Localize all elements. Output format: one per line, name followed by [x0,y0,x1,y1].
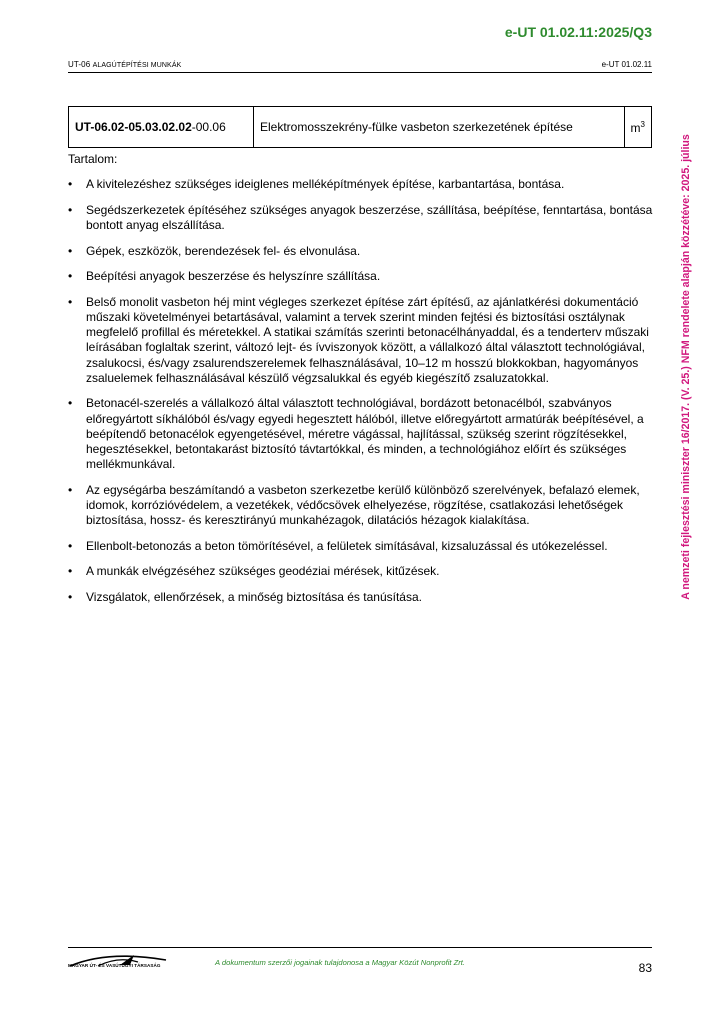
content-list [68,177,658,605]
list-item-text: Beépítési anyagok beszerzése és helyszínre szállítása. [86,269,381,284]
list-item-text: Betonacél-szerelés a vállalkozó által választott technológiával, bordázott betonacélból, szabványos előregyártott síkhálóból és/vagy egyedi hegesztett hálóból, illetve előregyártott armatúrák beépítésével, a beépítendő betonacélok egyengetésével, méretre vágással, hajlítással, szükség szerint rögzítésekkel, hegesztésekkel, betontakarást biztosító távtartókkal, és minden, a technológiához előírt és szükséges mellékmunkával. [86,396,644,472]
content-section [68,152,658,616]
list-item-text: A munkák elvégzéséhez szükséges geodéziai mérések, kitűzések. [86,564,440,579]
bullet-icon: • [68,202,73,217]
item-unit-cell [624,107,651,148]
bullet-icon: • [68,177,73,192]
list-item [68,590,658,605]
header-standard-ref: e-UT 01.02.11 [601,60,652,69]
header-section-name: ALAGÚTÉPÍTÉSI MUNKÁK [92,62,182,69]
bullet-icon: • [68,269,73,284]
bullet-icon: • [68,396,73,411]
unit-base: m [630,120,641,135]
list-item [68,564,658,579]
item-header-table [68,106,652,148]
bullet-icon: • [68,538,73,553]
list-item-text: Vizsgálatok, ellenőrzések, a minőség biztosítása és tanúsítása. [86,589,422,604]
publication-note-text: A nemzeti fejlesztési miniszter 16/2017. (V. 25.) NFM rendelete alapján közzétéve: 2025. július [680,134,692,600]
item-code-main: UT-06.02-05.03.02.02 [75,120,192,134]
company-logo-icon [68,952,168,972]
header-divider [68,72,652,73]
header-section-title [68,60,181,69]
bullet-icon: • [68,482,73,497]
content-label: Tartalom: [68,152,118,166]
logo-caption: MAGYAR ÚT- ÉS VASÚTÜGYI TÁRSASÁG [68,963,161,968]
bullet-icon: • [68,564,73,579]
bullet-icon: • [68,243,73,258]
item-title-cell: Elektromosszekrény-fülke vasbeton szerkezetének építése [254,107,625,148]
header-section-number: UT-06 [68,60,93,69]
copyright-notice: A dokumentum szerzői jogainak tulajdonosa a Magyar Közút Nonprofit Zrt. [215,958,466,967]
unit-exponent: 3 [640,119,645,129]
list-item [68,295,658,386]
page-number: 83 [638,961,652,975]
document-code: e-UT 01.02.11:2025/Q3 [504,24,652,40]
list-item [68,396,658,472]
list-item-text: Az egységárba beszámítandó a vasbeton szerkezetbe kerülő különböző szerelvények, befalazó elemek, idomok, korrózióvédelem, a vezetékek, védőcsövek elhelyezése, rögzítése, csatlakozási lehetőségek biztosítása, hossz- és keresztirányú munkahézagok, dilatációs hézagok kialakítása. [86,482,640,528]
publication-side-note [676,104,696,630]
footer-divider [68,947,652,948]
item-code-suffix: -00.06 [191,120,226,134]
list-item [68,244,658,259]
list-item-text: Gépek, eszközök, berendezések fel- és elvonulása. [86,243,361,258]
list-item-text: Segédszerkezetek építéséhez szükséges anyagok beszerzése, szállítása, beépítése, fenntartása, bontása bontott anyag elszállítása. [86,202,653,232]
bullet-icon: • [68,589,73,604]
bullet-icon: • [68,294,73,309]
list-item [68,269,658,284]
list-item-text: Belső monolit vasbeton héj mint végleges szerkezet építése zárt építésű, az ajánlatkérési dokumentáció műszaki követelményei betartásával, valamint a tervek szerint minden fejtési és biztosítási osztálynak megfelelő profillal és méretekkel. A statikai számítás szerinti betonacélhányaddal, és a tenderterv műszaki leírásában foglaltak szerint, változó lejt- és ívviszonyok között, a vállalkozó által választott technológiával, zsalukocsi, és/vagy zsalurendszerelemek felhasználásával, 10–12 m hosszú blokkokban, hagyományos zsaluelemek felhasználásával készülő végzsalukkal és egyéb kiegészítő zsaluzatokkal. [86,294,649,385]
list-item [68,177,658,192]
item-code-cell [69,107,254,148]
item-header-row [69,107,652,148]
list-item [68,539,658,554]
list-item-text: Ellenbolt-betonozás a beton tömörítésével, a felületek simításával, kizsaluzással és utókezeléssel. [86,538,608,553]
list-item-text: A kivitelezéshez szükséges ideiglenes melléképítmények építése, karbantartása, bontása. [86,177,565,192]
list-item [68,203,658,233]
list-item [68,483,658,529]
